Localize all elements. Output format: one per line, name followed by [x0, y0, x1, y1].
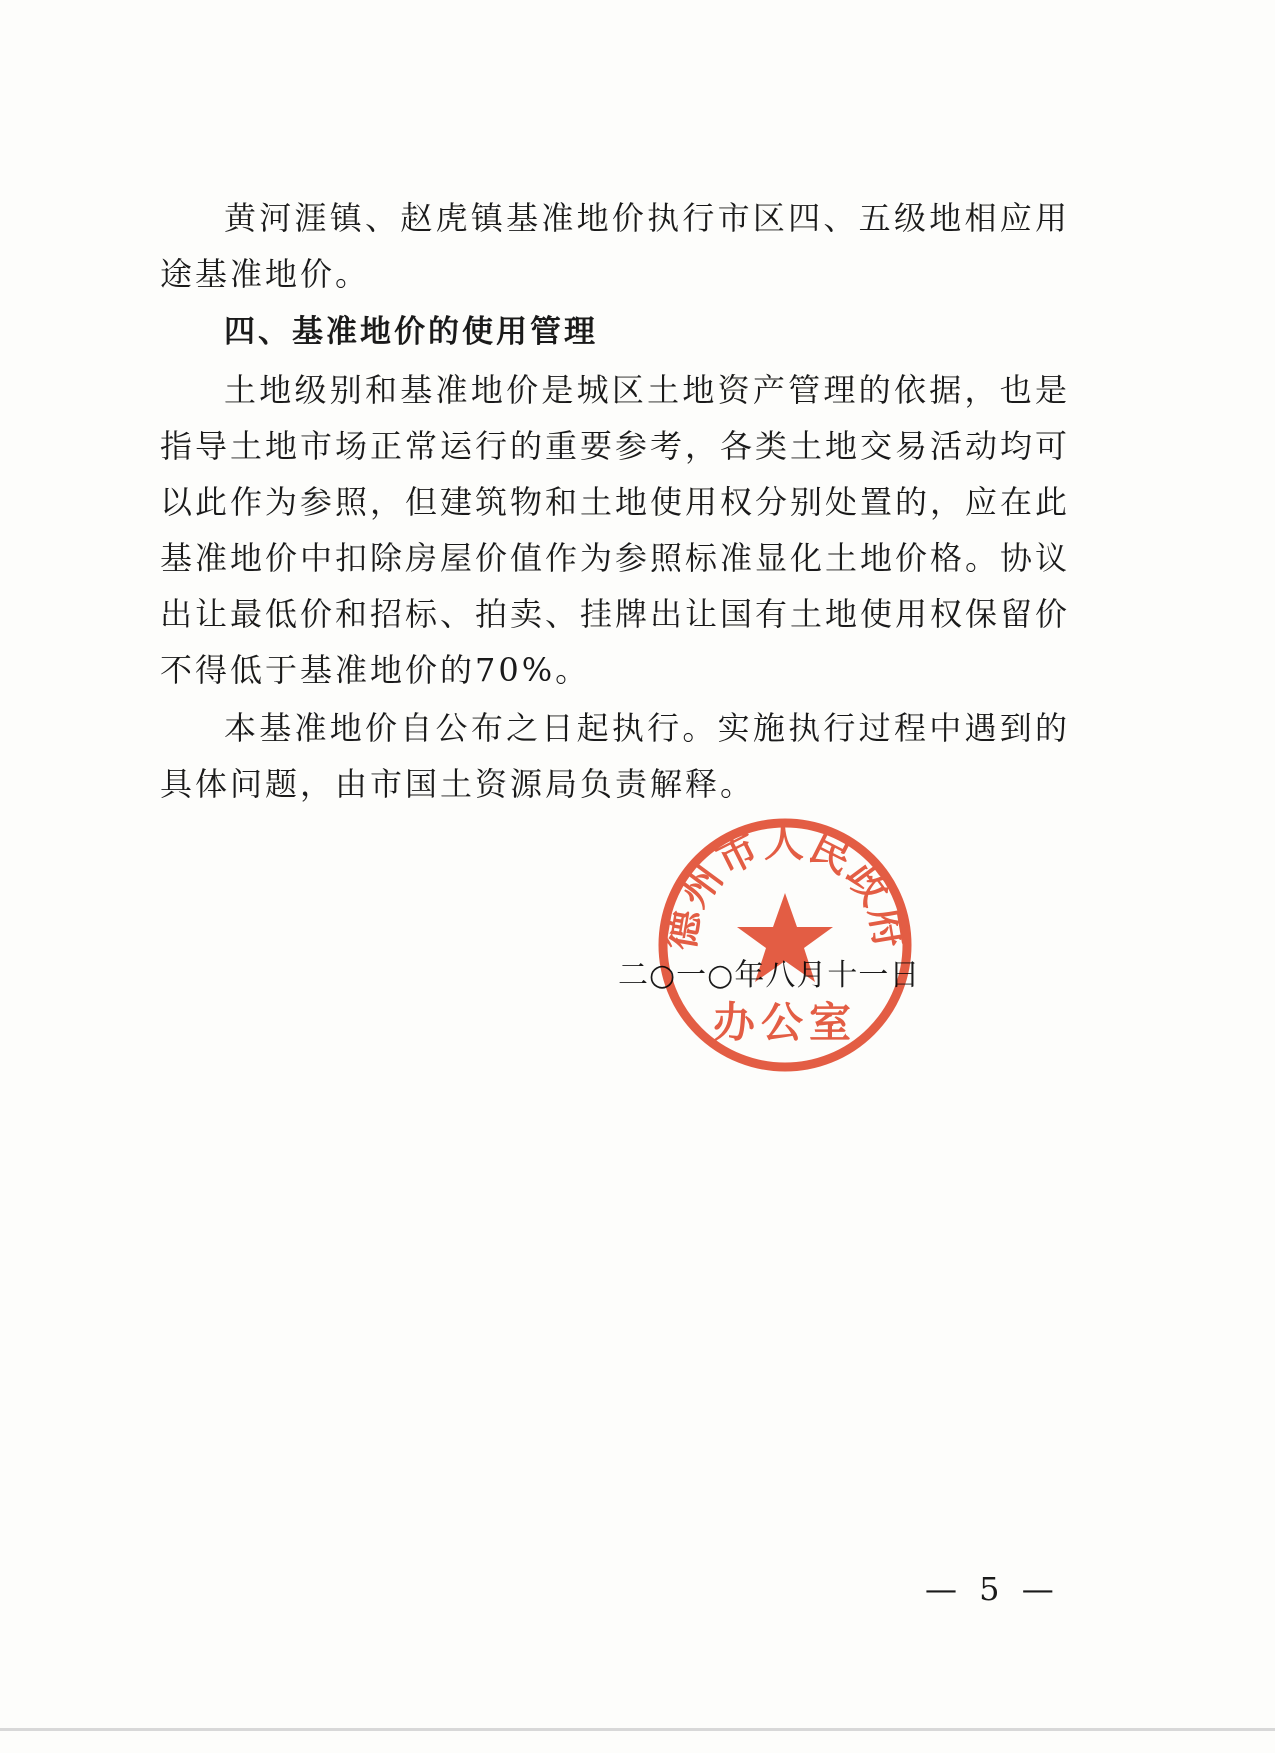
signature-date: 二○一○年八月十一日 [618, 958, 921, 993]
paragraph-town-land-price: 黄河涯镇、赵虎镇基准地价执行市区四、五级地相应用途基准地价。 [160, 199, 1070, 293]
seal-bottom-text: 办公室 [712, 998, 858, 1047]
seal-top-text: 德州市人民政府 [657, 820, 913, 954]
body-text [160, 190, 1070, 812]
section-heading-four: 四、基准地价的使用管理 [224, 314, 598, 350]
page-number: — 5 — [925, 1570, 1060, 1608]
seal-star-icon [737, 893, 833, 982]
paragraph-effective-date: 本基准地价自公布之日起执行。实施执行过程中遇到的具体问题，由市国土资源局负责解释。 [160, 709, 1070, 803]
paragraph-usage-management: 土地级别和基准地价是城区土地资产管理的依据，也是指导土地市场正常运行的重要参考，各类土地交易活动均可以此作为参照，但建筑物和土地使用权分别处置的，应在此基准地价中扣除房屋价值作为参照标准显化土地价格。协议出让最低价和招标、拍卖、挂牌出让国有土地使用权保留价不得低于基准地价的70%。 [160, 371, 1071, 689]
scan-edge-divider [0, 1728, 1275, 1731]
official-seal-icon [655, 815, 915, 1075]
